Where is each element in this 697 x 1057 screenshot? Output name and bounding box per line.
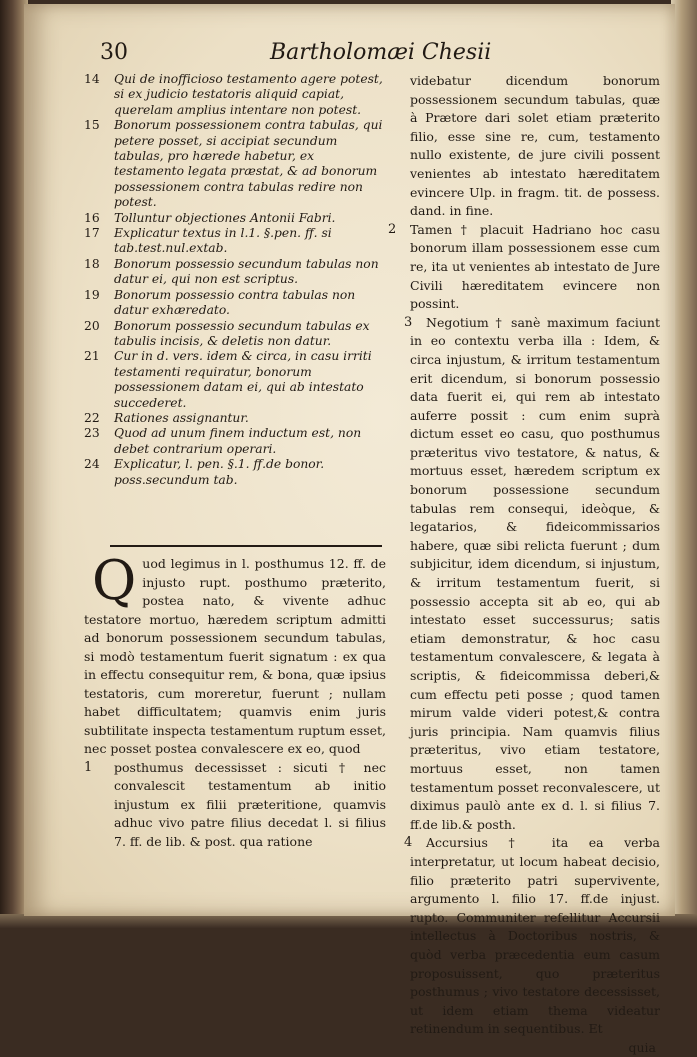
- summary-number: 18: [84, 256, 100, 271]
- section-divider: [110, 545, 382, 547]
- paragraph-text: Negotium † sanè maximum faciunt in eo contextu verba illa : Idem, & circa injustum, & irritum testamentum erit dicendum, si bonorum possessio data fuerit ei, qui rem ab intestato auferre possit : cum enim suprà dictum esset eo casu, quo posthumus præteritus vivo testatore, & natus, & mortuus esset, hæredem scriptum ex bonorum possessione secundum tabulas rem consequi, ideòque, & legatarios, & fideicommissarios habere, quæ sibi relicta fuerunt ; dum subjicitur, idem dicendum, si injustum, & irritum testamentum fuerit, si possessio accepta sit ab eo, qui ab intestato esset successurus; satis etiam demonstratur, & hoc casu testamentum convalescere, & legata à scriptis, & fideicommissa deberi,& cum effectu peti posse ; quod tamen mirum valde videri potest,& contra juris principia. Nam quamvis filius præteritus, vivo etiam testatore, mortuus esset, non tamen testamentum posset reconvalescere, ut diximus paulò ante ex d. l. si filius 7. ff.de lib.& posth.: [410, 314, 660, 832]
- summary-item: [84, 288, 384, 319]
- summary-number: 24: [84, 457, 100, 472]
- drop-cap: Q: [92, 549, 137, 612]
- left-column-text: [84, 549, 386, 851]
- summary-text: Explicatur, l. pen. §.1. ff.de bonor. poss.secundum tab.: [114, 457, 325, 487]
- margin-number: 1: [84, 759, 93, 775]
- summary-number: 23: [84, 426, 100, 441]
- body-paragraph: [388, 72, 660, 221]
- running-title: Bartholomæi Chesii: [270, 40, 492, 65]
- summary-text: Bonorum possessio secundum tabulas ex tabulis incisis, & deletis non datur.: [114, 318, 370, 348]
- summary-text: Quod ad unum finem inductum est, non debet contrarium operari.: [114, 426, 362, 456]
- summary-item: [84, 426, 384, 457]
- body-paragraph: [388, 314, 660, 835]
- summary-item: [84, 319, 384, 350]
- summary-text: Qui de inofficioso testamento agere potest, si ex judicio testatoris aliquid capiat, querelam amplius intentare non potest.: [114, 72, 383, 117]
- summary-text: Cur in d. vers. idem & circa, in casu irriti testamenti requiratur, bonorum possessionem datam ei, qui ab intestato succederet.: [114, 349, 372, 410]
- margin-number: 2: [388, 221, 397, 237]
- margin-number: 4: [404, 835, 413, 851]
- summary-text: Bonorum possessio contra tabulas non datur exhæredato.: [114, 287, 356, 318]
- summary-item: [84, 457, 384, 488]
- summary-text: Rationes assignantur.: [114, 410, 249, 425]
- summary-list: [84, 72, 384, 488]
- summary-number: 19: [84, 287, 100, 302]
- summary-item: [84, 226, 384, 257]
- margin-number: 3: [404, 314, 413, 330]
- page-header: [24, 40, 675, 74]
- summary-number: 22: [84, 410, 100, 425]
- opening-paragraph: [84, 549, 386, 759]
- summary-number: 21: [84, 349, 100, 364]
- catchword: quia: [628, 1039, 656, 1055]
- summary-text: Bonorum possessionem contra tabulas, qui petere posset, si accipiat secundum tabulas, pro hærede habetur, ex testamento legata præstat, & ad bonorum possessionem contra tabulas redire non potest.: [114, 118, 383, 210]
- body-paragraph: [84, 759, 386, 852]
- opening-text: uod legimus in l. posthumus 12. ff. de injusto rupt. posthumo præterito, postea nato, & vivente adhuc testatore mortuo, hæredem scriptum admitti ad bonorum possessionem secundum tabulas, si modò testamentum fuerit signatum : ex qua in effectu consequitur rem, & bona, quæ ipsius testatoris, cum moreretur, fuerunt ; nullam habet difficultatem; quamvis enim juris subtilitate inspecta testamentum ruptum esset, nec posset postea convalescere ex eo, quod: [84, 556, 386, 756]
- summary-text: Bonorum possessio secundum tabulas non datur ei, qui non est scriptus.: [114, 256, 379, 287]
- paragraph-text: videbatur dicendum bonorum possessionem secundum tabulas, quæ à Prætore dari solet etiam præterito filio, esse sine re, cum, testamento nullo existente, de jure civili possent venientes ab intestato hæreditatem evincere Ulp. in fragm. tit. de possess. dand. in fine.: [410, 73, 660, 219]
- page-number: 30: [100, 40, 128, 65]
- paragraph-text: Tamen † placuit Hadriano hoc casu bonorum illam possessionem esse cum re, ita ut venientes ab intestato de Jure Civili hæreditatem evincere non possint.: [410, 221, 660, 312]
- summary-text: Tolluntur objectiones Antonii Fabri.: [114, 210, 336, 225]
- paragraph-text: posthumus decessisset : sicuti † nec convalescit testamentum ab initio injustum ex filii præteritione, quamvis adhuc vivo patre filius decedat l. si filius 7. ff. de lib. & post. qua ratione: [114, 759, 386, 849]
- paragraph-text: Accursius † ita ea verba interpretatur, ut locum habeat decisio, filio præterito patri supervivente, argumento l. filio 17. ff.de injust. rupto. Communiter refellitur Accursii intellectus à Doctoribus nostris, & quòd verba præcedentia eum casum proposuissent, quo præteritus posthumus ; vivo testatore decessisset, ut idem etiam thema videatur retinendum in sequentibus. Et: [410, 835, 660, 1037]
- summary-item: [84, 72, 384, 118]
- summary-item: [84, 211, 384, 226]
- summary-item: [84, 411, 384, 426]
- summary-item: [84, 349, 384, 411]
- summary-number: 16: [84, 210, 100, 225]
- body-paragraph: [388, 834, 660, 1039]
- book-page: [24, 4, 675, 1055]
- summary-text: Explicatur textus in l.1. §.pen. ff. si tab.test.nul.extab.: [114, 226, 332, 256]
- right-column-text: [388, 72, 660, 1057]
- summary-item: [84, 118, 384, 210]
- summary-number: 17: [84, 226, 100, 241]
- summary-number: 20: [84, 318, 100, 333]
- body-paragraph: [388, 221, 660, 314]
- summary-number: 14: [84, 72, 100, 86]
- summary-number: 15: [84, 118, 100, 133]
- summary-item: [84, 257, 384, 288]
